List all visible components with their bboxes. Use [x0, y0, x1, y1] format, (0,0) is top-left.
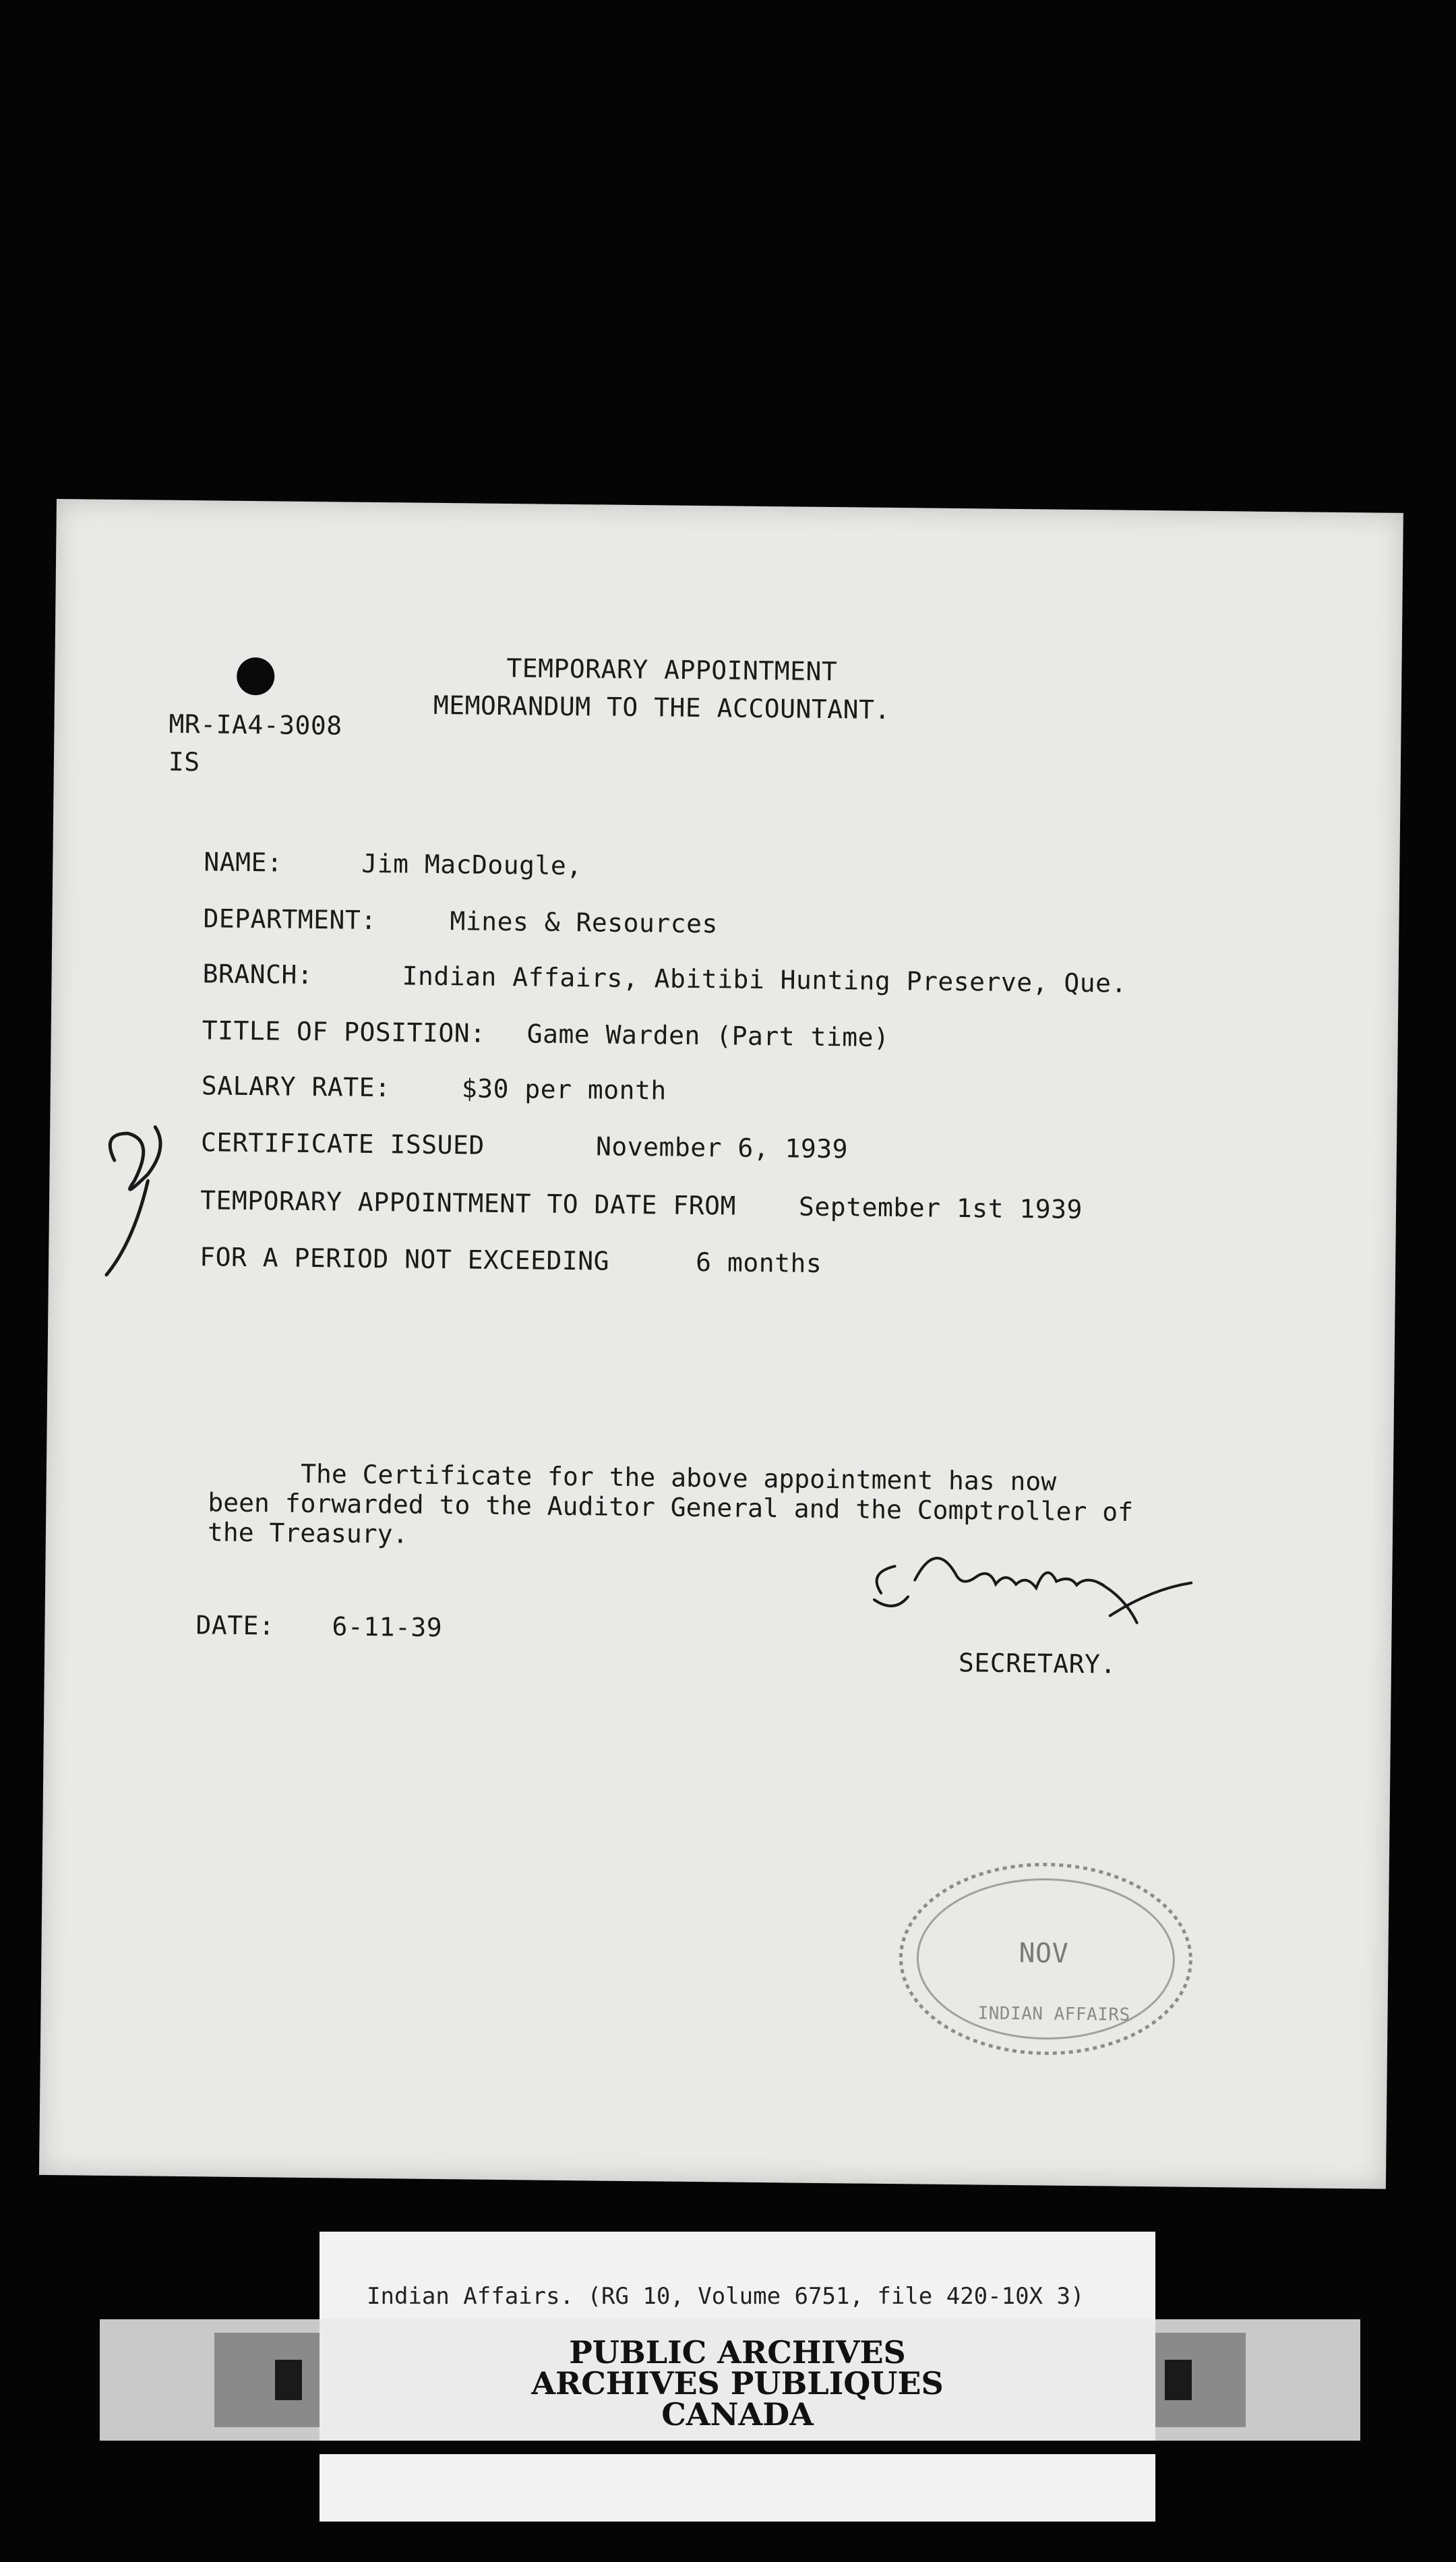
title-of-position-label: TITLE OF POSITION: — [202, 1015, 486, 1048]
period-label: FOR A PERIOD NOT EXCEEDING — [200, 1242, 610, 1276]
initials: IS — [168, 746, 200, 777]
archive-line-country: CANADA — [661, 2396, 814, 2433]
margin-annotation — [93, 1106, 210, 1283]
title-of-position-value: Game Warden (Part time) — [526, 1019, 890, 1052]
appointment-date-label: TEMPORARY APPOINTMENT TO DATE FROM — [200, 1185, 737, 1221]
stamp-month: NOV — [1019, 1938, 1069, 1969]
memo-page — [39, 499, 1403, 2189]
salary-rate-value: $30 per month — [461, 1073, 667, 1106]
department-value: Mines & Resources — [450, 906, 719, 939]
memo-subtitle: MEMORANDUM TO THE ACCOUNTANT. — [433, 690, 890, 725]
department-label: DEPARTMENT: — [203, 903, 377, 936]
period-value: 6 months — [695, 1247, 822, 1278]
appointment-date-value: September 1st 1939 — [798, 1191, 1083, 1224]
signature — [853, 1532, 1232, 1644]
archive-line-french: ARCHIVES PUBLIQUES — [531, 2365, 944, 2402]
certificate-paragraph: The Certificate for the above appointment has now been forwarded to the Auditor General and the Comptroller of the Treasury. — [207, 1458, 1134, 1549]
archive-citation-strip — [320, 2232, 1155, 2326]
archive-line-english: PUBLIC ARCHIVES — [569, 2334, 906, 2371]
clip-left — [214, 2333, 336, 2427]
received-stamp — [890, 1856, 1202, 2062]
name-value: Jim MacDougle, — [361, 848, 582, 881]
punch-hole — [237, 657, 275, 696]
file-reference: MR-IA4-3008 — [169, 709, 342, 741]
date-label: DATE: — [195, 1610, 275, 1641]
certificate-issued-label: CERTIFICATE ISSUED — [200, 1127, 485, 1160]
name-label: NAME: — [204, 847, 283, 878]
salary-rate-label: SALARY RATE: — [201, 1071, 391, 1103]
date-value: 6-11-39 — [332, 1611, 443, 1643]
secretary-title: SECRETARY. — [958, 1648, 1116, 1679]
certificate-issued-value: November 6, 1939 — [595, 1131, 849, 1164]
stamp-org: INDIAN AFFAIRS — [977, 2003, 1130, 2025]
archive-label — [320, 2319, 1155, 2441]
memo-title: TEMPORARY APPOINTMENT — [506, 653, 838, 687]
branch-value: Indian Affairs, Abitibi Hunting Preserve, Que. — [402, 961, 1128, 999]
branch-label: BRANCH: — [202, 959, 313, 990]
archive-bottom-strip — [320, 2454, 1155, 2522]
archive-citation: Indian Affairs. (RG 10, Volume 6751, file 420-10X 3) — [367, 2283, 1085, 2310]
